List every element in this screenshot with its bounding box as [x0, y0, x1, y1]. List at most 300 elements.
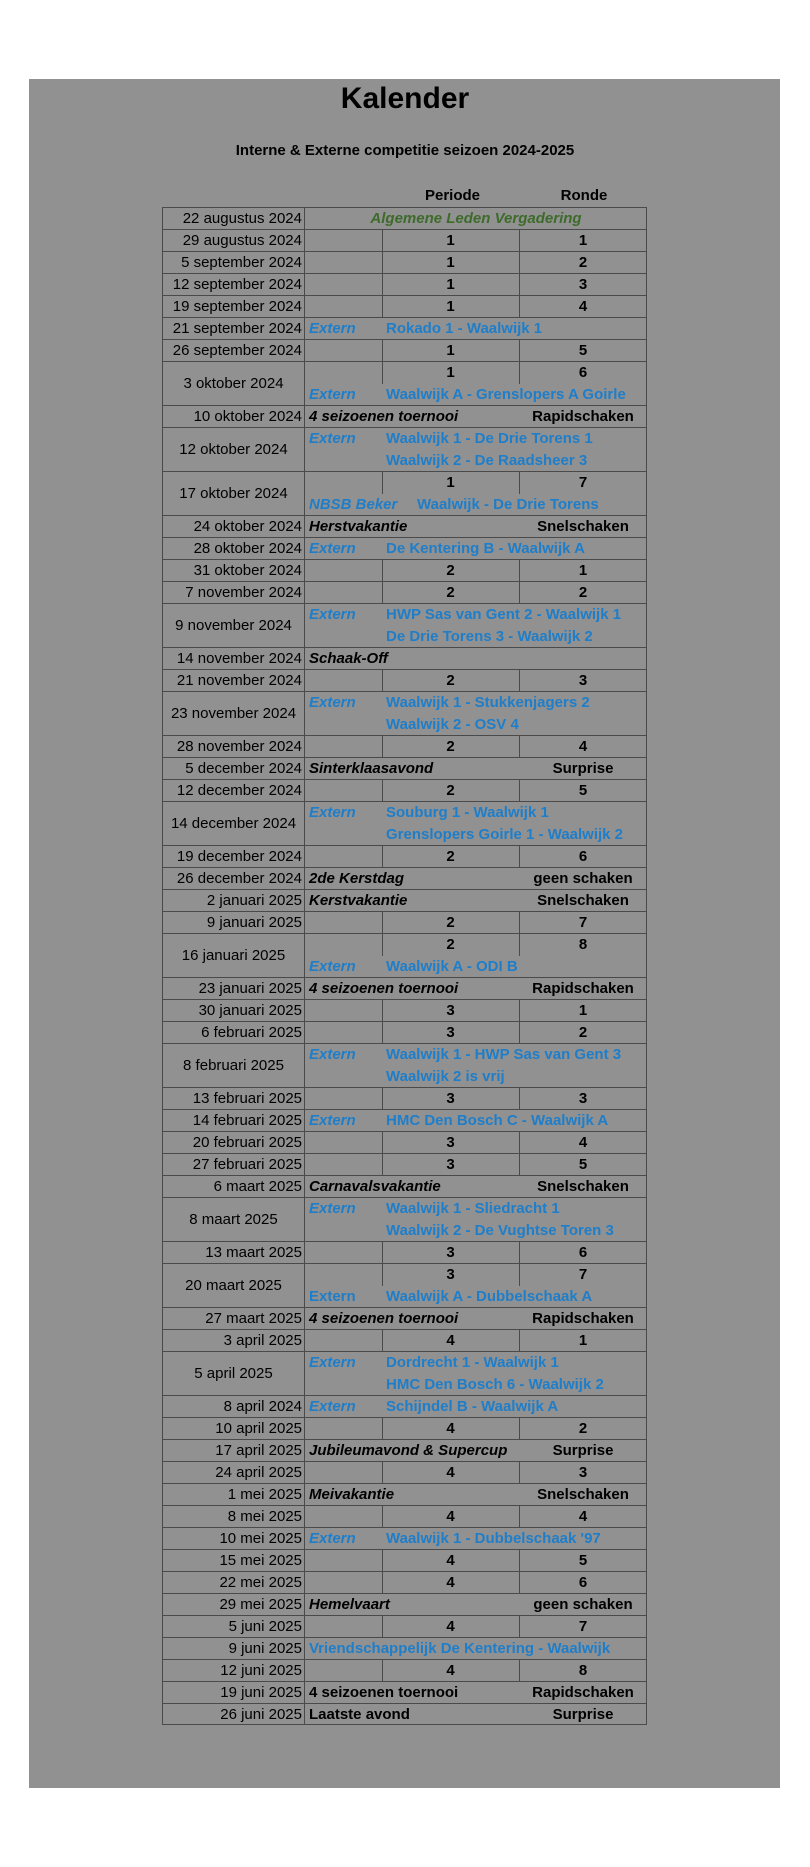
table-row	[162, 845, 647, 867]
row-date: 24 april 2025	[162, 1462, 305, 1483]
table-row	[162, 1021, 647, 1043]
row-line	[305, 208, 647, 230]
periode-value: 4	[446, 1552, 455, 1569]
table-row	[162, 757, 647, 779]
row-line	[305, 604, 647, 626]
periode-value: 2	[446, 562, 455, 579]
ronde-value: 7	[578, 1266, 588, 1283]
extern-label: Extern	[309, 804, 356, 821]
event-label: Jubileumavond & Supercup	[309, 1442, 508, 1459]
table-row	[162, 603, 647, 647]
table-row	[162, 1329, 647, 1351]
ronde-value: 2	[578, 1024, 588, 1041]
row-date: 16 januari 2025	[162, 934, 305, 977]
ronde-value: 1	[578, 232, 588, 249]
ronde-value: 2	[578, 254, 588, 271]
row-line	[305, 428, 647, 450]
table-row	[162, 1417, 647, 1439]
row-line	[305, 1682, 647, 1704]
row-date: 24 oktober 2024	[162, 516, 305, 537]
row-line	[305, 1242, 647, 1264]
event-label: Sinterklaasavond	[309, 760, 434, 777]
match-text: De Drie Torens 3 - Waalwijk 2	[386, 628, 593, 645]
periode-value: 1	[446, 232, 455, 249]
match-text: Schijndel B - Waalwijk A	[386, 1398, 559, 1415]
ronde-value: 5	[578, 1156, 588, 1173]
row-line	[305, 824, 647, 846]
table-row	[162, 1593, 647, 1615]
periode-value: 1	[446, 276, 455, 293]
match-text: De Kentering B - Waalwijk A	[386, 540, 585, 557]
ronde-value: 7	[578, 914, 588, 931]
table-row	[162, 581, 647, 603]
match-text: Waalwijk 2 - OSV 4	[386, 716, 519, 733]
match-text: Waalwijk 2 - De Vughtse Toren 3	[386, 1222, 614, 1239]
row-line	[305, 1616, 647, 1638]
row-date: 10 mei 2025	[162, 1528, 305, 1549]
row-line	[305, 362, 647, 384]
periode-value: 3	[446, 1156, 455, 1173]
row-date: 26 juni 2025	[162, 1704, 305, 1724]
column-header-ronde: Ronde	[560, 187, 608, 204]
row-date: 6 maart 2025	[162, 1176, 305, 1197]
row-date: 14 december 2024	[162, 802, 305, 845]
event-info: Rapidschaken	[532, 1310, 634, 1327]
row-line	[305, 1440, 647, 1462]
periode-value: 3	[446, 1024, 455, 1041]
row-line	[305, 934, 647, 956]
row-date: 30 januari 2025	[162, 1000, 305, 1021]
row-line	[305, 802, 647, 824]
extern-label: Extern	[309, 1200, 356, 1217]
row-date: 20 maart 2025	[162, 1264, 305, 1307]
row-date: 8 maart 2025	[162, 1198, 305, 1241]
ronde-value: 8	[578, 1662, 588, 1679]
row-line	[305, 1506, 647, 1528]
event-label: Laatste avond	[309, 1706, 410, 1723]
row-date: 8 februari 2025	[162, 1044, 305, 1087]
table-row	[162, 1307, 647, 1329]
row-line	[305, 1528, 647, 1550]
extern-label: Extern	[309, 1112, 356, 1129]
row-date: 20 februari 2025	[162, 1132, 305, 1153]
ronde-value: 1	[578, 1002, 588, 1019]
periode-value: 2	[446, 914, 455, 931]
row-line	[305, 296, 647, 318]
row-line	[305, 1110, 647, 1132]
periode-value: 4	[446, 1574, 455, 1591]
table-row	[162, 1351, 647, 1395]
event-label: Meivakantie	[309, 1486, 395, 1503]
ronde-value: 5	[578, 1552, 588, 1569]
table-row	[162, 1131, 647, 1153]
row-line	[305, 1022, 647, 1044]
row-line	[305, 736, 647, 758]
row-line	[305, 340, 647, 362]
ronde-value: 5	[578, 342, 588, 359]
row-date: 31 oktober 2024	[162, 560, 305, 581]
row-line	[305, 978, 647, 1000]
row-line	[305, 1220, 647, 1242]
table-row	[162, 537, 647, 559]
row-date: 2 januari 2025	[162, 890, 305, 911]
row-date: 22 mei 2025	[162, 1572, 305, 1593]
ronde-value: 6	[578, 848, 588, 865]
match-text: Waalwijk 2 - De Raadsheer 3	[386, 452, 588, 469]
ronde-value: 6	[578, 1244, 588, 1261]
table-row	[162, 1087, 647, 1109]
row-line	[305, 956, 647, 978]
row-line	[305, 1660, 647, 1682]
row-date: 9 juni 2025	[162, 1638, 305, 1659]
match-text: Waalwijk 1 - Dubbelschaak '97	[386, 1530, 601, 1547]
match-text: Grenslopers Goirle 1 - Waalwijk 2	[386, 826, 624, 843]
row-line	[305, 780, 647, 802]
match-text: Waalwijk A - Dubbelschaak A	[386, 1288, 593, 1305]
ronde-value: 3	[578, 1090, 588, 1107]
row-line	[305, 1198, 647, 1220]
table-row	[162, 1549, 647, 1571]
event-label: Hemelvaart	[309, 1596, 390, 1613]
row-date: 22 augustus 2024	[162, 208, 305, 229]
match-text: Waalwijk - De Drie Torens	[417, 496, 599, 513]
event-info: Snelschaken	[537, 892, 629, 909]
row-line	[305, 714, 647, 736]
page-subtitle: Interne & Externe competitie seizoen 2024-2025	[235, 142, 575, 159]
row-date: 19 september 2024	[162, 296, 305, 317]
event-info: Snelschaken	[537, 1178, 629, 1195]
extern-label: Extern	[309, 540, 356, 557]
periode-value: 3	[446, 1090, 455, 1107]
table-row	[162, 1439, 647, 1461]
row-line	[305, 1044, 647, 1066]
ronde-value: 4	[578, 738, 588, 755]
row-line	[305, 1594, 647, 1616]
row-line	[305, 1176, 647, 1198]
row-line	[305, 1396, 647, 1418]
row-date: 23 november 2024	[162, 692, 305, 735]
ronde-value: 6	[578, 1574, 588, 1591]
event-info: Snelschaken	[537, 518, 629, 535]
row-line	[305, 648, 647, 670]
ronde-value: 1	[578, 1332, 588, 1349]
table-row	[162, 339, 647, 361]
row-line	[305, 384, 647, 406]
table-row	[162, 691, 647, 735]
match-text: Waalwijk 1 - HWP Sas van Gent 3	[386, 1046, 622, 1063]
ronde-value: 2	[578, 584, 588, 601]
ronde-value: 3	[578, 672, 588, 689]
row-line	[305, 560, 647, 582]
wide-text: Vriendschappelijk De Kentering - Waalwijk	[309, 1640, 611, 1657]
periode-value: 4	[446, 1332, 455, 1349]
row-line	[305, 1550, 647, 1572]
table-row	[162, 1109, 647, 1131]
table-row	[162, 977, 647, 999]
row-date: 3 oktober 2024	[162, 362, 305, 405]
event-label: 4 seizoenen toernooi	[309, 408, 459, 425]
row-line	[305, 1462, 647, 1484]
periode-value: 2	[446, 848, 455, 865]
table-row	[162, 317, 647, 339]
table-row	[162, 471, 647, 515]
row-line	[305, 516, 647, 538]
row-line	[305, 582, 647, 604]
table-row	[162, 933, 647, 977]
table-row	[162, 405, 647, 427]
row-date: 29 mei 2025	[162, 1594, 305, 1615]
row-line	[305, 494, 647, 516]
event-info: Rapidschaken	[532, 408, 634, 425]
table-row	[162, 779, 647, 801]
row-date: 10 oktober 2024	[162, 406, 305, 427]
row-date: 12 juni 2025	[162, 1660, 305, 1681]
ronde-value: 8	[578, 936, 588, 953]
table-row	[162, 911, 647, 933]
ronde-value: 7	[578, 1618, 588, 1635]
row-line	[305, 912, 647, 934]
periode-value: 1	[446, 342, 455, 359]
row-line	[305, 1638, 647, 1660]
event-label: 4 seizoenen toernooi	[309, 1310, 459, 1327]
periode-value: 4	[446, 1464, 455, 1481]
row-date: 28 oktober 2024	[162, 538, 305, 559]
row-date: 5 december 2024	[162, 758, 305, 779]
row-date: 12 september 2024	[162, 274, 305, 295]
table-row	[162, 1615, 647, 1637]
row-date: 14 november 2024	[162, 648, 305, 669]
row-line	[305, 406, 647, 428]
table-row	[162, 1505, 647, 1527]
row-date: 29 augustus 2024	[162, 230, 305, 251]
extern-label: Extern	[309, 606, 356, 623]
row-line	[305, 274, 647, 296]
periode-value: 4	[446, 1420, 455, 1437]
extern-label: Extern	[309, 694, 356, 711]
row-line	[305, 1000, 647, 1022]
extern-label: NBSB Beker	[309, 496, 398, 513]
match-text: Dordrecht 1 - Waalwijk 1	[386, 1354, 559, 1371]
row-line	[305, 1286, 647, 1308]
match-text: Waalwijk 2 is vrij	[386, 1068, 505, 1085]
table-row	[162, 251, 647, 273]
row-date: 13 februari 2025	[162, 1088, 305, 1109]
row-date: 1 mei 2025	[162, 1484, 305, 1505]
row-date: 10 april 2025	[162, 1418, 305, 1439]
row-line	[305, 252, 647, 274]
extern-label: Extern	[309, 958, 356, 975]
table-row	[162, 1263, 647, 1307]
table-row	[162, 1197, 647, 1241]
alv-label: Algemene Leden Vergadering	[370, 210, 582, 227]
extern-label: Extern	[309, 1288, 356, 1305]
row-line	[305, 1308, 647, 1330]
row-line	[305, 1352, 647, 1374]
event-info: Surprise	[552, 760, 614, 777]
table-row	[162, 427, 647, 471]
periode-value: 4	[446, 1508, 455, 1525]
row-line	[305, 1264, 647, 1286]
row-line	[305, 1132, 647, 1154]
ronde-value: 2	[578, 1420, 588, 1437]
row-date: 12 december 2024	[162, 780, 305, 801]
event-info: Surprise	[552, 1706, 614, 1723]
table-row	[162, 273, 647, 295]
event-label: 4 seizoenen toernooi	[309, 1684, 459, 1701]
event-info: Snelschaken	[537, 1486, 629, 1503]
row-date: 3 april 2025	[162, 1330, 305, 1351]
row-date: 8 mei 2025	[162, 1506, 305, 1527]
event-label: Herstvakantie	[309, 518, 408, 535]
extern-label: Extern	[309, 430, 356, 447]
row-line	[305, 868, 647, 890]
table-row	[162, 515, 647, 537]
table-row	[162, 1153, 647, 1175]
periode-value: 1	[446, 298, 455, 315]
row-date: 17 april 2025	[162, 1440, 305, 1461]
event-label: 4 seizoenen toernooi	[309, 980, 459, 997]
row-date: 12 oktober 2024	[162, 428, 305, 471]
extern-label: Extern	[309, 1530, 356, 1547]
row-date: 9 januari 2025	[162, 912, 305, 933]
table-row	[162, 1637, 647, 1659]
event-info: geen schaken	[533, 870, 633, 887]
periode-value: 3	[446, 1244, 455, 1261]
row-date: 23 januari 2025	[162, 978, 305, 999]
row-line	[305, 1374, 647, 1396]
periode-value: 1	[446, 254, 455, 271]
row-line	[305, 1088, 647, 1110]
match-text: Waalwijk 1 - De Drie Torens 1	[386, 430, 593, 447]
table-row	[162, 1043, 647, 1087]
match-text: Souburg 1 - Waalwijk 1	[386, 804, 549, 821]
event-label: 2de Kerstdag	[309, 870, 405, 887]
page-title: Kalender	[340, 82, 470, 115]
event-info: Rapidschaken	[532, 980, 634, 997]
event-info: Rapidschaken	[532, 1684, 634, 1701]
ronde-value: 1	[578, 562, 588, 579]
row-line	[305, 1572, 647, 1594]
periode-value: 3	[446, 1266, 455, 1283]
periode-value: 2	[446, 672, 455, 689]
table-row	[162, 1659, 647, 1681]
row-date: 19 juni 2025	[162, 1682, 305, 1703]
event-info: geen schaken	[533, 1596, 633, 1613]
row-line	[305, 1704, 647, 1726]
row-date: 15 mei 2025	[162, 1550, 305, 1571]
row-date: 5 april 2025	[162, 1352, 305, 1395]
periode-value: 1	[446, 364, 455, 381]
row-line	[305, 318, 647, 340]
row-line	[305, 1484, 647, 1506]
table-row	[162, 1483, 647, 1505]
row-date: 26 september 2024	[162, 340, 305, 361]
row-line	[305, 626, 647, 648]
row-date: 17 oktober 2024	[162, 472, 305, 515]
row-date: 21 september 2024	[162, 318, 305, 339]
row-date: 27 maart 2025	[162, 1308, 305, 1329]
table-row	[162, 735, 647, 757]
row-line	[305, 538, 647, 560]
table-row	[162, 295, 647, 317]
row-date: 19 december 2024	[162, 846, 305, 867]
row-line	[305, 670, 647, 692]
row-date: 5 juni 2025	[162, 1616, 305, 1637]
periode-value: 3	[446, 1134, 455, 1151]
ronde-value: 7	[578, 474, 588, 491]
match-text: Waalwijk A - Grenslopers A Goirle	[386, 386, 626, 403]
row-date: 5 september 2024	[162, 252, 305, 273]
event-info: Surprise	[552, 1442, 614, 1459]
row-line	[305, 450, 647, 472]
table-row	[162, 647, 647, 669]
table-row	[162, 867, 647, 889]
table-row	[162, 207, 647, 229]
row-date: 14 februari 2025	[162, 1110, 305, 1131]
table-row	[162, 1681, 647, 1703]
periode-value: 4	[446, 1618, 455, 1635]
ronde-value: 4	[578, 1508, 588, 1525]
match-text: Rokado 1 - Waalwijk 1	[386, 320, 543, 337]
periode-value: 2	[446, 584, 455, 601]
periode-value: 3	[446, 1002, 455, 1019]
table-row	[162, 1571, 647, 1593]
column-header-periode: Periode	[424, 187, 481, 204]
table-row	[162, 1527, 647, 1549]
row-line	[305, 1330, 647, 1352]
table-row	[162, 361, 647, 405]
ronde-value: 4	[578, 1134, 588, 1151]
extern-label: Extern	[309, 386, 356, 403]
extern-label: Extern	[309, 1046, 356, 1063]
table-row	[162, 229, 647, 251]
ronde-value: 6	[578, 364, 588, 381]
row-date: 21 november 2024	[162, 670, 305, 691]
extern-label: Extern	[309, 320, 356, 337]
row-line	[305, 890, 647, 912]
match-text: HWP Sas van Gent 2 - Waalwijk 1	[386, 606, 622, 623]
row-line	[305, 692, 647, 714]
event-label: Kerstvakantie	[309, 892, 408, 909]
ronde-value: 3	[578, 1464, 588, 1481]
extern-label: Extern	[309, 1398, 356, 1415]
calendar-table	[162, 207, 647, 1725]
row-line	[305, 1418, 647, 1440]
match-text: HMC Den Bosch C - Waalwijk A	[386, 1112, 609, 1129]
extern-label: Extern	[309, 1354, 356, 1371]
periode-value: 2	[446, 738, 455, 755]
match-text: HMC Den Bosch 6 - Waalwijk 2	[386, 1376, 604, 1393]
periode-value: 2	[446, 936, 455, 953]
table-row	[162, 559, 647, 581]
table-row	[162, 1395, 647, 1417]
row-date: 9 november 2024	[162, 604, 305, 647]
row-line	[305, 472, 647, 494]
row-date: 28 november 2024	[162, 736, 305, 757]
periode-value: 4	[446, 1662, 455, 1679]
row-date: 8 april 2024	[162, 1396, 305, 1417]
row-line	[305, 846, 647, 868]
table-row	[162, 1703, 647, 1725]
periode-value: 1	[446, 474, 455, 491]
table-row	[162, 669, 647, 691]
ronde-value: 4	[578, 298, 588, 315]
ronde-value: 3	[578, 276, 588, 293]
row-date: 7 november 2024	[162, 582, 305, 603]
match-text: Waalwijk 1 - Stukkenjagers 2	[386, 694, 590, 711]
table-row	[162, 999, 647, 1021]
table-row	[162, 1175, 647, 1197]
